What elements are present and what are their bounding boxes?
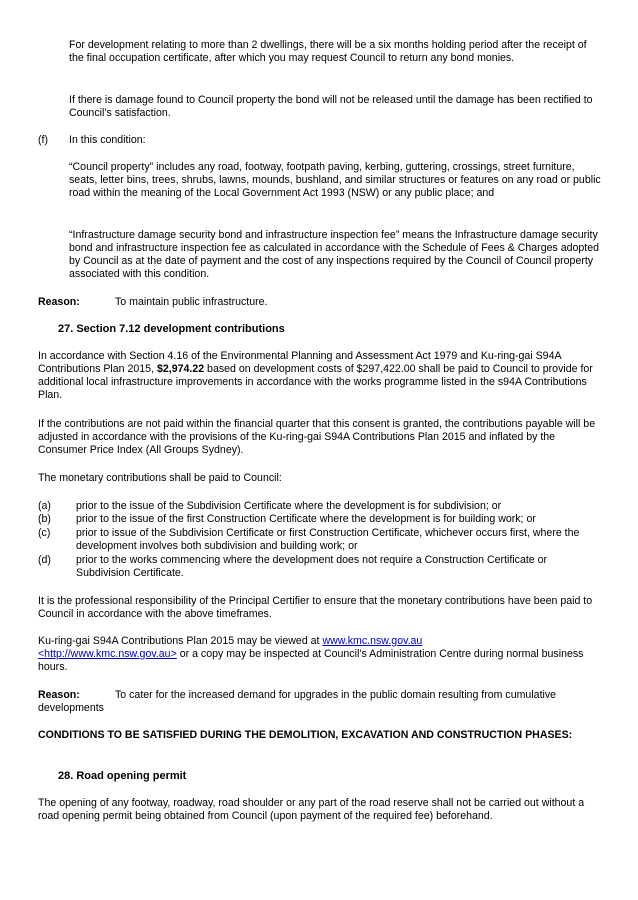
list-item-label: (b) — [38, 513, 51, 525]
para5-text-before: Ku-ring-gai S94A Contributions Plan 2015 may be viewed at — [38, 635, 323, 647]
list-item-text: prior to issue of the Subdivision Certificate or first Construction Certificate, whichever occurs first, where the development involves both subdivision and building work; or — [76, 527, 580, 552]
section-28-paragraph: The opening of any footway, roadway, road shoulder or any part of the road reserve shall not be carried out without a road opening permit being obtained from Council (upon payment of the required fee) beforehand. — [38, 797, 585, 822]
reason-text: To maintain public infrastructure. — [115, 296, 268, 308]
reason-label: Reason: — [38, 689, 80, 701]
list-item-label: (d) — [38, 554, 51, 566]
list-item-text: prior to the issue of the first Construction Certificate where the development is for building work; or — [76, 513, 536, 525]
section-27-paragraph-3: The monetary contributions shall be paid to Council: — [38, 472, 282, 484]
section-28-heading: 28. Road opening permit — [58, 770, 187, 782]
reason-label: Reason: — [38, 296, 80, 308]
bond-damage-paragraph: If there is damage found to Council property the bond will not be released until the damage has been rectified to Council’s satisfaction. — [69, 94, 593, 119]
contribution-amount: $2,974.22 — [156, 363, 205, 375]
para5-text-after: or a copy may be inspected at Council’s Administration Centre during normal business hours. — [38, 648, 584, 673]
council-property-definition: “Council property” includes any road, footway, footpath paving, kerbing, guttering, crossings, street furniture, seats, letter bins, trees, shrubs, lawns, mounds, bushland, and similar structures or features on any road or public road within the meaning of the Local Government Act 1993 (NSW) or any public place; and — [69, 161, 601, 199]
council-website-url-link[interactable]: <http://www.kmc.nsw.gov.au> — [38, 648, 177, 660]
bond-fee-definition: “Infrastructure damage security bond and infrastructure inspection fee” means the Infrastructure damage security bond and infrastructure inspection fee as calculated in accordance with the Schedule of Fees & Charges adopted by Council as at the date of payment and the cost of any inspections required by the Council of Council property associated with this condition. — [69, 229, 600, 280]
list-item-text: prior to the issue of the Subdivision Certificate where the development is for subdivision; or — [76, 500, 502, 512]
section-27-heading: 27. Section 7.12 development contributions — [58, 323, 285, 335]
section-27-paragraph-1 — [38, 350, 601, 402]
list-item-label: (a) — [38, 500, 51, 512]
bond-holding-paragraph: For development relating to more than 2 dwellings, there will be a six months holding period after the receipt of the final occupation certificate, after which you may request Council to return any bond monies. — [69, 39, 587, 64]
section-27-paragraph-5 — [38, 635, 601, 674]
para1-text-before: In accordance with Section 4.16 of the Environmental Planning and Assessment Act 1979 and Ku-ring-gai S94A Contributions Plan 2015, — [38, 350, 561, 375]
condition-f-intro: In this condition: — [69, 134, 146, 146]
list-item-text: prior to the works commencing where the development does not require a Construction Certificate or Subdivision Certificate. — [76, 554, 548, 579]
conditions-heading: CONDITIONS TO BE SATISFIED DURING THE DEMOLITION, EXCAVATION AND CONSTRUCTION PHASES: — [38, 729, 573, 741]
para1-text-after: based on development costs of $297,422.00 shall be paid to Council to provide for additional local infrastructure improvements in accordance with the works programme listed in the s94A Contributions Plan. — [38, 363, 593, 401]
condition-f-label: (f) — [38, 134, 48, 146]
section-27-paragraph-4: It is the professional responsibility of the Principal Certifier to ensure that the monetary contributions have been paid to Council in accordance with the above timeframes. — [38, 595, 593, 620]
list-item-label: (c) — [38, 527, 51, 539]
reason-text: To cater for the increased demand for upgrades in the public domain resulting from cumulative developments — [38, 689, 557, 714]
council-website-link[interactable]: www.kmc.nsw.gov.au — [322, 635, 423, 647]
section-27-paragraph-2: If the contributions are not paid within the financial quarter that this consent is granted, the contributions payable will be adjusted in accordance with the provisions of the Ku-ring-gai S94A Contributions Plan 2015 and inflated by the Consumer Price Index (All Groups Sydney). — [38, 418, 596, 456]
